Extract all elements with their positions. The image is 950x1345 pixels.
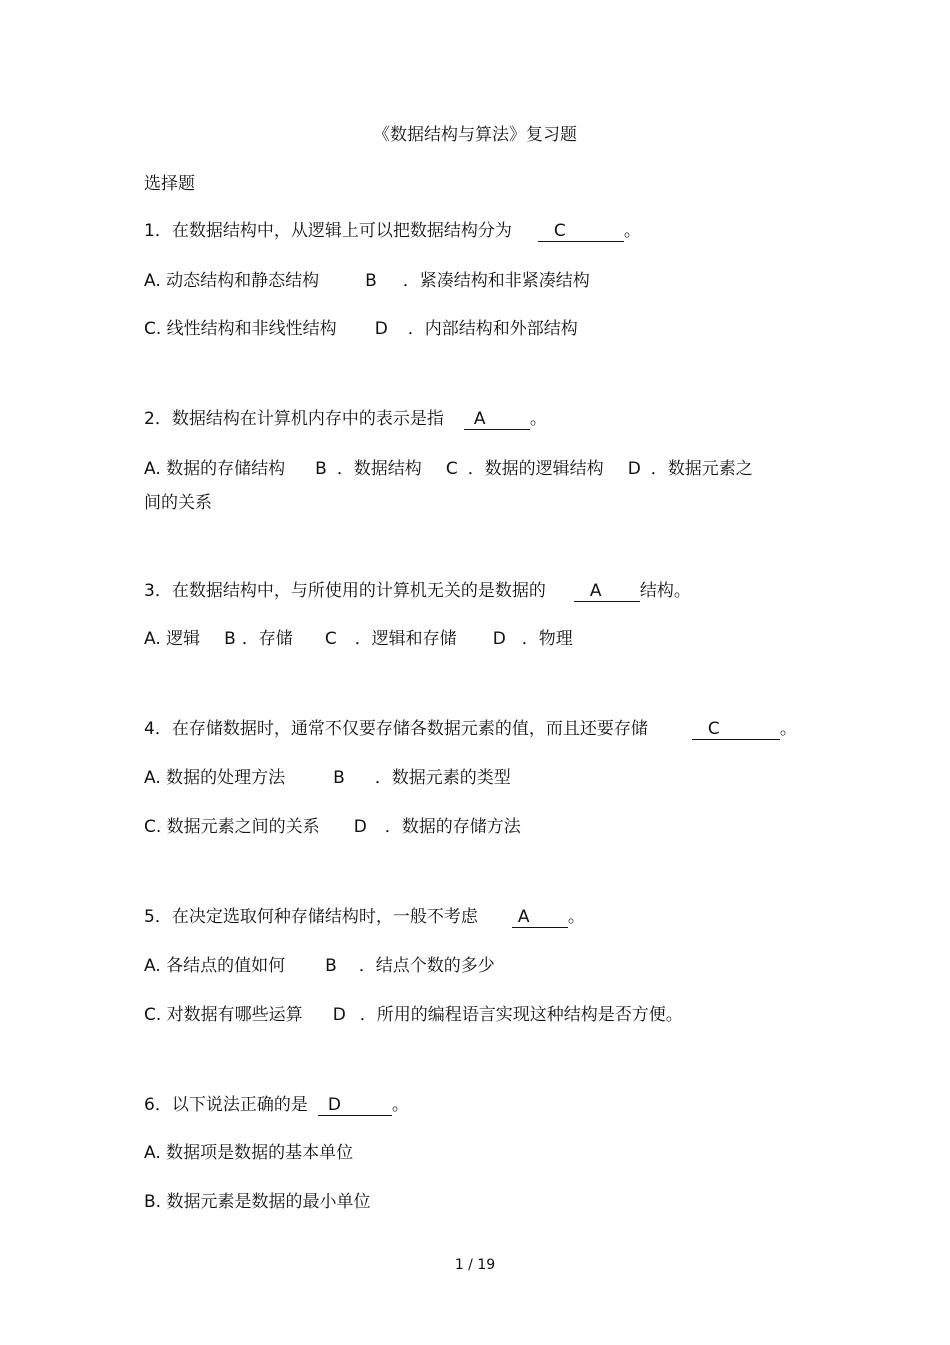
question-2-option-b-letter: B (315, 459, 327, 479)
question-5-answer-blank (512, 907, 568, 928)
question-2 (144, 408, 547, 430)
question-2-option-d-letter: D (627, 459, 641, 479)
page-number: 1 / 19 (454, 1257, 496, 1273)
question-1-answer: C (553, 221, 566, 241)
question-1 (144, 220, 641, 242)
question-2-end: 。 (529, 409, 547, 429)
question-3-end: 结构。 (639, 581, 691, 601)
question-3-option-d-letter: D (492, 629, 506, 649)
question-5-option-b-letter: B (325, 956, 337, 976)
question-2-answer-blank (464, 409, 530, 430)
question-3-option-b: ．存储 (241, 629, 293, 649)
question-4-option-d-letter: D (353, 817, 367, 837)
question-3-option-c-letter: C (324, 629, 337, 649)
question-4-answer: C (707, 719, 720, 739)
question-6-answer: D (327, 1095, 341, 1115)
question-1-answer-blank (538, 221, 624, 242)
question-6 (144, 1094, 409, 1116)
question-4-end: 。 (779, 719, 797, 739)
section-heading: 选择题 (144, 174, 195, 194)
question-4-option-b-letter: B (333, 768, 345, 788)
question-5-option-c: C. 对数据有哪些运算 (144, 1005, 303, 1025)
question-6-option-a: A. 数据项是数据的基本单位 (144, 1143, 354, 1163)
question-2-options (144, 458, 753, 480)
question-2-answer: A (473, 409, 486, 429)
question-2-option-d: ．数据元素之 (650, 459, 753, 479)
question-1-option-c: C. 线性结构和非线性结构 (144, 319, 337, 339)
question-5-option-a: A. 各结点的值如何 (144, 956, 286, 976)
question-3-option-a: A. 逻辑 (144, 629, 201, 649)
question-4-stem: 4．在存储数据时，通常不仅要存储各数据元素的值，而且还要存储 (144, 719, 648, 739)
question-6-option-b: B. 数据元素是数据的最小单位 (144, 1192, 371, 1212)
question-1-stem: 1．在数据结构中，从逻辑上可以把数据结构分为 (144, 221, 512, 241)
question-5-option-b: ．结点个数的多少 (358, 956, 495, 976)
question-5-answer: A (517, 907, 530, 927)
question-1-options-ab (144, 270, 590, 292)
question-4-option-a: A. 数据的处理方法 (144, 768, 286, 788)
question-4-answer-blank (692, 719, 780, 740)
question-3-option-b-letter: B (224, 629, 236, 649)
question-2-stem: 2．数据结构在计算机内存中的表示是指 (144, 409, 444, 429)
question-3-stem: 3．在数据结构中，与所使用的计算机无关的是数据的 (144, 581, 546, 601)
question-1-end: 。 (623, 221, 641, 241)
question-5-options-cd (144, 1004, 683, 1026)
question-3 (144, 580, 691, 602)
question-5-option-d: ．所用的编程语言实现这种结构是否方便。 (359, 1005, 683, 1025)
question-3-option-d: ．物理 (521, 629, 573, 649)
question-4-options-cd (144, 816, 521, 838)
question-4-option-b: ．数据元素的类型 (374, 768, 511, 788)
question-1-option-d-letter: D (374, 319, 388, 339)
question-1-option-a: A. 动态结构和静态结构 (144, 271, 320, 291)
question-4-options-ab (144, 767, 511, 789)
question-4-option-c: C. 数据元素之间的关系 (144, 817, 320, 837)
question-2-option-b: ．数据结构 (336, 459, 422, 479)
question-5-option-d-letter: D (332, 1005, 346, 1025)
question-5 (144, 906, 585, 928)
question-3-option-c: ．逻辑和存储 (354, 629, 457, 649)
question-4 (144, 718, 797, 740)
question-3-answer: A (589, 581, 602, 601)
question-5-end: 。 (567, 907, 585, 927)
question-5-options-ab (144, 955, 495, 977)
question-6-answer-blank (318, 1095, 392, 1116)
question-2-option-c: ．数据的逻辑结构 (467, 459, 604, 479)
question-3-options (144, 628, 573, 650)
question-4-option-d: ．数据的存储方法 (384, 817, 521, 837)
question-1-option-b-letter: B (365, 271, 377, 291)
question-1-option-b: ．紧凑结构和非紧凑结构 (402, 271, 590, 291)
question-6-end: 。 (391, 1095, 409, 1115)
question-6-stem: 6．以下说法正确的是 (144, 1095, 308, 1115)
question-2-option-d-continued: 间的关系 (144, 493, 212, 513)
question-3-answer-blank (574, 581, 640, 602)
question-2-option-c-letter: C (445, 459, 458, 479)
question-1-option-d: ．内部结构和外部结构 (407, 319, 578, 339)
question-1-options-cd (144, 318, 578, 340)
question-5-stem: 5．在决定选取何种存储结构时，一般不考虑 (144, 907, 478, 927)
question-2-option-a: A. 数据的存储结构 (144, 459, 286, 479)
document-title: 《数据结构与算法》复习题 (373, 125, 577, 145)
